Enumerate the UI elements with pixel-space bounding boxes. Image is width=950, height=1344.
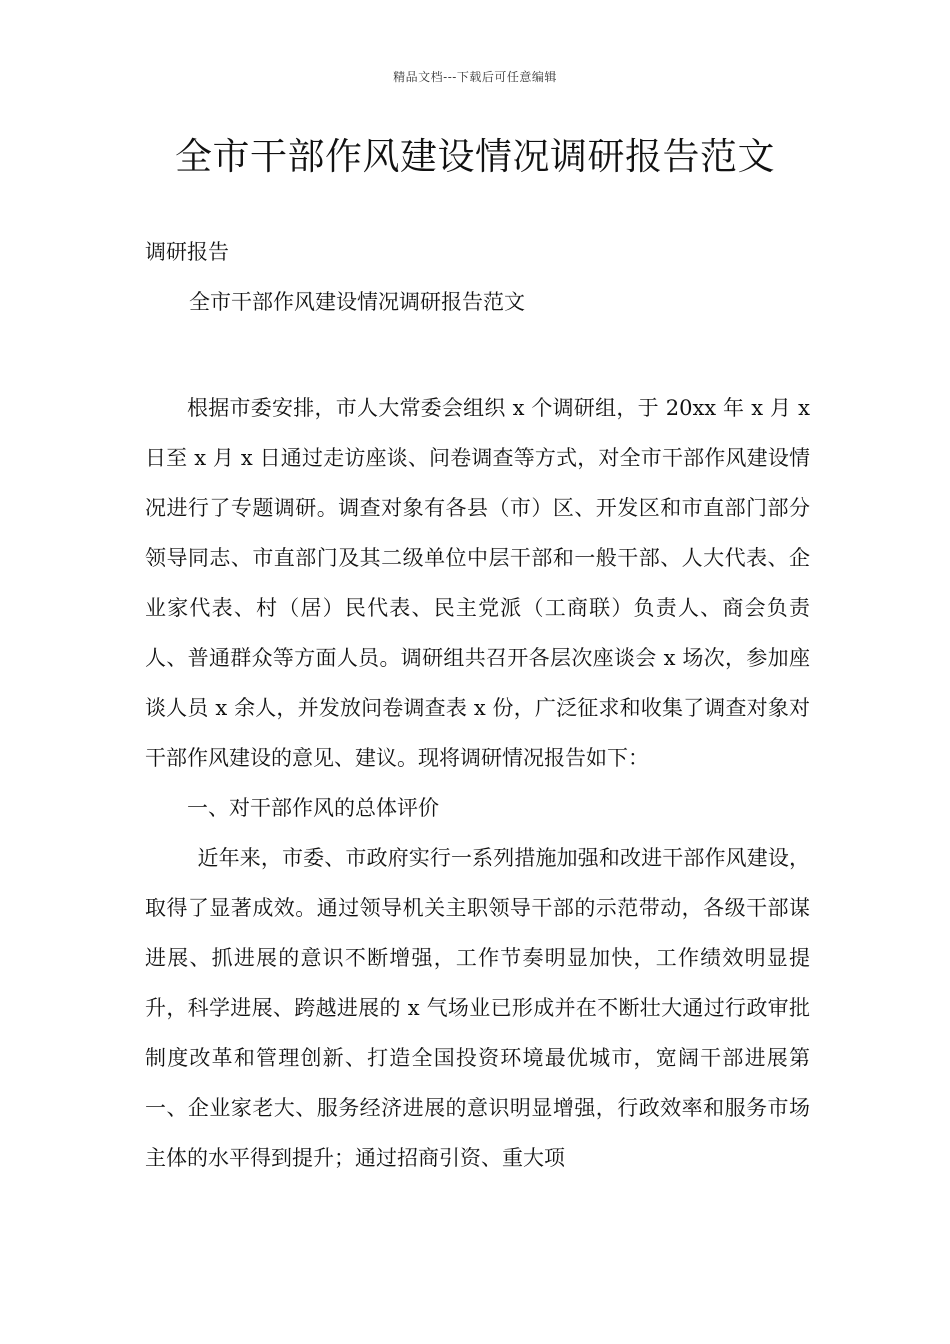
document-category: 调研报告 (145, 240, 229, 264)
evaluation-paragraph: 近年来，市委、市政府实行一系列措施加强和改进干部作风建设，取得了显著成效。通过领导机关主职领导干部的示范带动，各级干部谋进展、抓进展的意识不断增强，工作节奏明显加快，工作绩效明显提升，科学进展、跨越进展的 x 气场业已形成并在不断壮大通过行政审批制度改革和管理创新、打造全国投资环境最优城市，宽阔干部进展第一、企业家老大、服务经济进展的意识明显增强，行政效率和服务市场主体的水平得到提升；通过招商引资、重大项 (145, 846, 810, 1170)
header-note: 精品文档---下载后可任意编辑 (393, 70, 557, 84)
document-subtitle: 全市干部作风建设情况调研报告范文 (189, 290, 525, 314)
document-title: 全市干部作风建设情况调研报告范文 (175, 135, 775, 178)
section-heading: 一、对干部作风的总体评价 (187, 796, 439, 820)
intro-paragraph: 根据市委安排，市人大常委会组织 x 个调研组，于 20xx 年 x 月 x 日至 x 月 x 日通过走访座谈、问卷调查等方式，对全市干部作风建设情况进行了专题调研。调查对象有各县（市）区、开发区和市直部门部分领导同志、市直部门及其二级单位中层干部和一般干部、人大代表、企业家代表、村（居）民代表、民主党派（工商联）负责人、商会负责人、普通群众等方面人员。调研组共召开各层次座谈会 x 场次，参加座谈人员 x 余人，并发放问卷调查表 x 份，广泛征求和收集了调查对象对干部作风建设的意见、建议。现将调研情况报告如下： (145, 396, 810, 770)
document-body (145, 383, 810, 1183)
